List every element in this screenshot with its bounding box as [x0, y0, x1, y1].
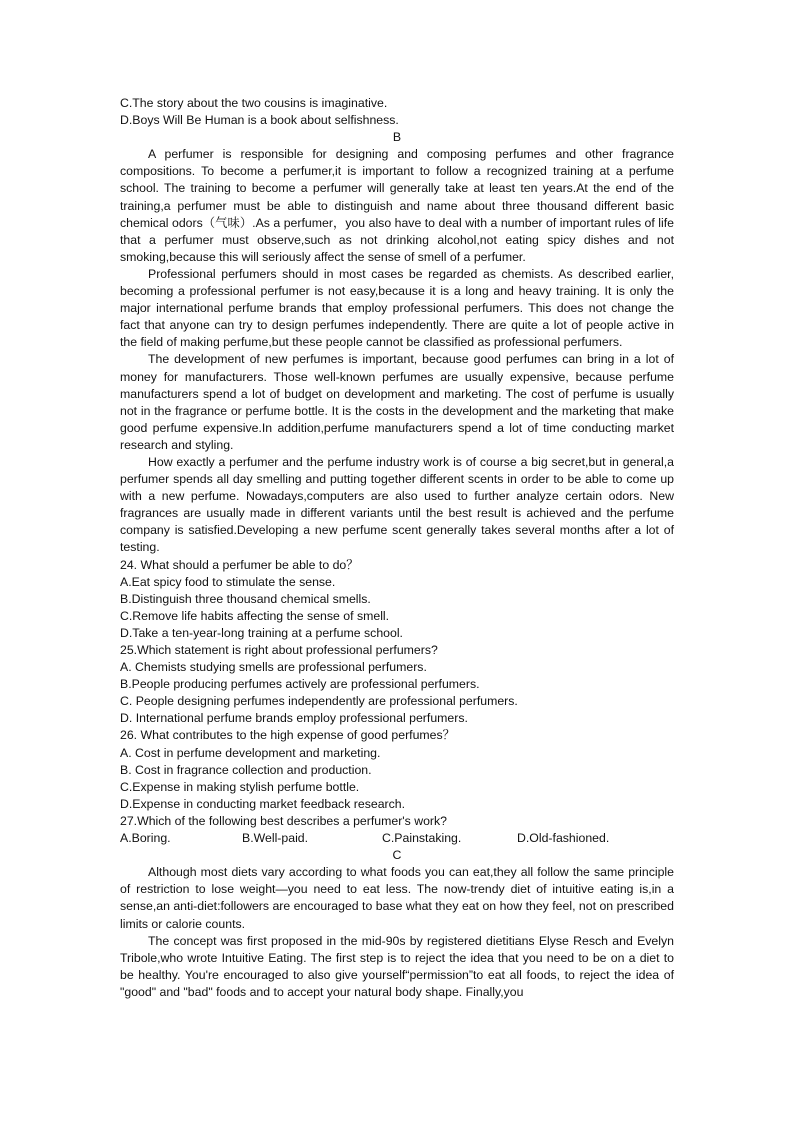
section-c-heading: C — [392, 848, 402, 863]
question-24-option-c: C.Remove life habits affecting the sense of smell. — [120, 608, 390, 623]
section-b-paragraph-1: A perfumer is responsible for designing and composing perfumes and other fragrance compositions. To become a perfumer,it is important to follow a recognized training at a perfume school. The training to become a perfumer will generally take at least ten years.At the end of the training,a perfumer must be able to distinguish and name about three thousand different basic chemical odors（气味）.As a perfumer，you also have to deal with a number of important rules of life that a perfumer must observe,such as not drinking alcohol,not eating spicy dishes and not smoking,because this will seriously affect the sense of smell of a perfumer. — [120, 147, 674, 264]
section-b-heading: B — [392, 130, 402, 145]
question-24-option-d: D.Take a ten-year-long training at a perfume school. — [120, 625, 403, 640]
question-27-option-d: D.Old-fashioned. — [517, 831, 610, 846]
question-24-option-b: B.Distinguish three thousand chemical smells. — [120, 591, 371, 606]
question-24-stem: 24. What should a perfumer be able to do？ — [120, 557, 359, 572]
question-24-option-a: A.Eat spicy food to stimulate the sense. — [120, 574, 336, 589]
option-c-previous: C.The story about the two cousins is imaginative. — [120, 96, 388, 110]
question-27-options — [120, 830, 674, 847]
question-25-option-b: B.People producing perfumes actively are professional perfumers. — [120, 677, 480, 692]
question-26-option-a: A. Cost in perfume development and marketing. — [120, 745, 381, 760]
option-d-previous: D.Boys Will Be Human is a book about selfishness. — [120, 113, 399, 128]
question-25-stem: 25.Which statement is right about professional perfumers? — [120, 643, 438, 657]
question-26-stem: 26. What contributes to the high expense of good perfumes？ — [120, 728, 455, 743]
exam-page — [120, 95, 674, 1001]
question-25-option-d: D. International perfume brands employ professional perfumers. — [120, 711, 468, 726]
question-27-option-b: B.Well-paid. — [242, 831, 309, 846]
question-26-option-d: D.Expense in conducting market feedback research. — [120, 796, 406, 811]
question-26-option-c: C.Expense in making stylish perfume bottle. — [120, 779, 360, 794]
question-26-option-b: B. Cost in fragrance collection and production. — [120, 762, 372, 777]
question-25-option-a: A. Chemists studying smells are professional perfumers. — [120, 660, 427, 675]
question-25-option-c: C. People designing perfumes independently are professional perfumers. — [120, 694, 518, 709]
section-b-paragraph-4: How exactly a perfumer and the perfume industry work is of course a big secret,but in general,a perfumer spends all day smelling and putting together different scents in order to be able to come up with a new perfume. Nowadays,computers are also used to further analyze certain odors. New fragrances are usually made in different variants until the best result is achieved and the perfume company is satisfied.Developing a new perfume scent generally takes several months after a lot of testing. — [120, 454, 674, 555]
section-c-paragraph-1: Although most diets vary according to what foods you can eat,they all follow the same principle of restriction to lose weight—you need to eat less. The now-trendy diet of intuitive eating is,in a sense,an anti-diet:followers are encouraged to base what they eat on how they feel, not on prescribed limits or calorie counts. — [120, 865, 674, 931]
question-27-option-a: A.Boring. — [120, 831, 171, 846]
section-b-paragraph-2: Professional perfumers should in most cases be regarded as chemists. As described earlier, becoming a professional perfumer is not easy,because it is a long and heavy training. It is only the major international perfume brands that employ professional perfumers. This does not change the fact that anyone can try to design perfumes independently. There are quite a lot of people active in the field of making perfume,but these people cannot be classified as professional perfumers. — [120, 266, 674, 350]
question-27-stem: 27.Which of the following best describes a perfumer's work? — [120, 813, 448, 828]
section-c-paragraph-2: The concept was first proposed in the mid-90s by registered dietitians Elyse Resch and Evelyn Tribole,who wrote Intuitive Eating. The first step is to reject the idea that you need to be on a diet to be healthy. You're encouraged to also give yourself“permission”to eat all foods, to reject the idea of "good" and "bad" foods and to accept your natural body shape. Finally,you — [120, 933, 674, 999]
question-27-option-c: C.Painstaking. — [382, 831, 462, 846]
section-b-paragraph-3: The development of new perfumes is important, because good perfumes can bring in a lot of money for manufacturers. Those well-known perfumes are usually expensive, because perfume manufacturers spend a lot of budget on development and marketing. The cost of perfume is usually not in the fragrance or perfume bottle. It is the costs in the development and the marketing that make good perfume expensive.In addition,perfume manufacturers spend a lot of time conducting market research and styling. — [120, 352, 674, 452]
